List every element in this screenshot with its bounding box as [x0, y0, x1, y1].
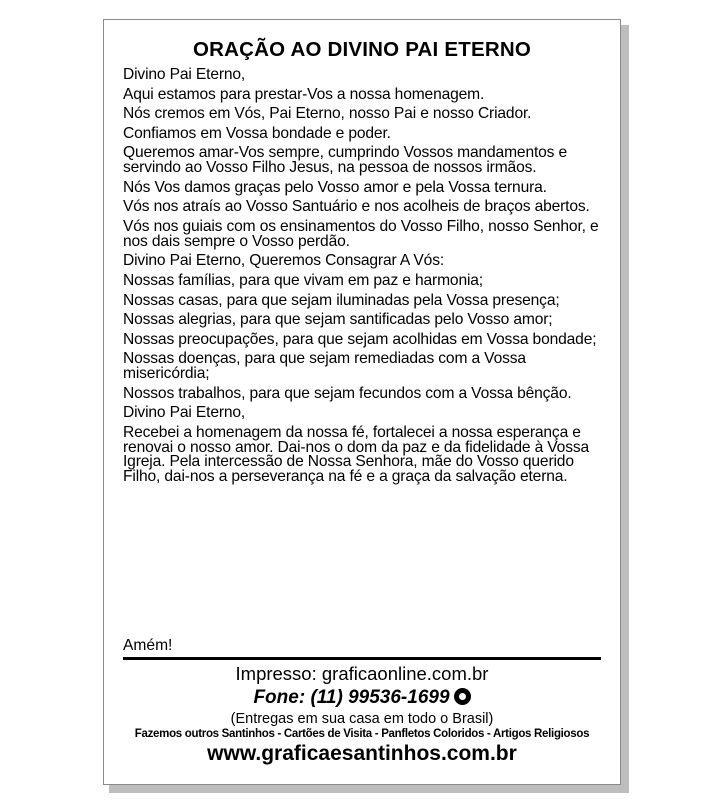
prayer-line: Nossos trabalhos, para que sejam fecundos com a Vossa bênção.	[123, 384, 572, 402]
printed-by: Impresso: graficaonline.com.br	[235, 663, 489, 684]
prayer-line: Confiamos em Vossa bondade e poder.	[123, 124, 391, 142]
prayer-line: Nós Vos damos graças pelo Vosso amor e pela Vossa ternura.	[123, 178, 547, 196]
prayer-line: Recebei a homenagem da nossa fé, fortalecei a nossa esperança e renovai o nosso amor. Dai-nos o dom da paz e da fidelidade à Vossa Igreja. Pela intercessão de Nossa Senhora, mãe do Vosso querido Filho, dai-nos a perseverança na fé e a graça da salvação eterna.	[123, 423, 590, 486]
prayer-line: Nossas alegrias, para que sejam santificadas pelo Vosso amor;	[123, 311, 553, 329]
prayer-card	[103, 19, 621, 785]
prayer-body	[123, 68, 603, 490]
delivery-note: (Entregas em sua casa em todo o Brasil)	[230, 711, 494, 727]
website-link[interactable]: www.graficaesantinhos.com.br	[207, 742, 517, 765]
prayer-title: ORAÇÃO AO DIVINO PAI ETERNO	[193, 38, 531, 61]
prayer-line: Divino Pai Eterno, Queremos Consagrar A Vós:	[123, 252, 445, 270]
prayer-line: Aqui estamos para prestar-Vos a nossa homenagem.	[123, 85, 485, 103]
amen-text: Amém!	[123, 637, 173, 654]
prayer-line: Divino Pai Eterno,	[123, 404, 246, 422]
prayer-line: Divino Pai Eterno,	[123, 66, 246, 83]
prayer-line: Nós cremos em Vós, Pai Eterno, nosso Pai e nosso Criador.	[123, 105, 532, 123]
prayer-line: Nossas preocupações, para que sejam acolhidas em Vossa bondade;	[123, 330, 597, 348]
prayer-line: Vós nos atraís ao Vosso Santuário e nos acolheis de braços abertos.	[123, 198, 590, 216]
prayer-line: Nossas famílias, para que vivam em paz e harmonia;	[123, 271, 483, 289]
phone-number: Fone: (11) 99536-1699	[253, 687, 450, 708]
prayer-line: Nossas casas, para que sejam iluminadas pela Vossa presença;	[123, 291, 560, 309]
footer-divider	[123, 657, 601, 660]
prayer-line: Vós nos guiais com os ensinamentos do Vosso Filho, nosso Senhor, e nos dais sempre o Vosso perdão.	[123, 217, 599, 250]
phone-line	[104, 687, 620, 709]
prayer-line: Queremos amar-Vos sempre, cumprindo Vossos mandamentos e servindo ao Vosso Filho Jesus, na pessoa de nossos irmãos.	[123, 144, 568, 177]
services-list: Fazemos outros Santinhos - Cartões de Visita - Panfletos Coloridos - Artigos Religiosos	[134, 728, 590, 740]
whatsapp-icon	[454, 688, 471, 705]
prayer-line: Nossas doenças, para que sejam remediadas com a Vossa misericórdia;	[123, 350, 526, 383]
